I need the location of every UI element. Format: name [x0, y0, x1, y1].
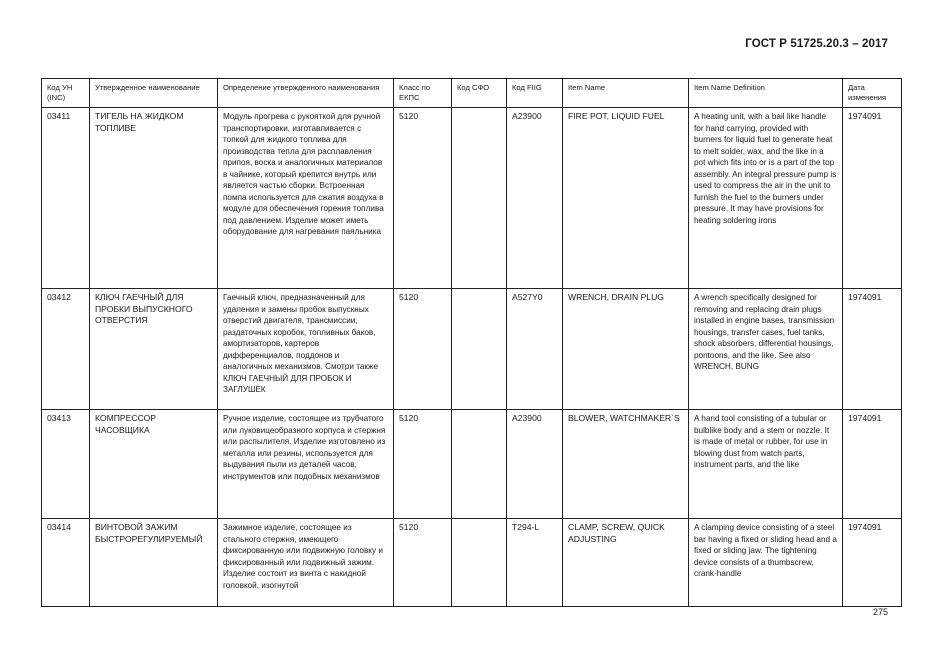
- cell-item-name-definition: A wrench specifically designed for removing and replacing drain plugs installed in engine bases, transmission housings, transfer cases, fuel tanks, shock absorbers, differential housings, pontoons, and the like. See also WRENCH, BUNG: [689, 289, 843, 410]
- cell-ekps-class: 5120: [394, 410, 452, 519]
- cell-fiig-code: A23900: [507, 410, 563, 519]
- cell-approved-name: КОМПРЕССОР ЧАСОВЩИКА: [90, 410, 218, 519]
- table-row: [42, 289, 902, 410]
- document-standard-title: ГОСТ Р 51725.20.3 – 2017: [745, 38, 888, 50]
- column-header-inc: Код УН (INC): [42, 79, 90, 108]
- cell-definition-ru: Модуль прогрева с рукояткой для ручной транспортировки, изготавливается с топкой для жидкого топлива для производства тепла для расплавления припоя, воска и аналогичных материалов в чайнике, который крепится внутрь или является частью сборки. Встроенная помпа используется для сжатия воздуха в модуле для обеспечения горения топлива под давлением. Изделие может иметь оборудование для нагревания паяльника: [218, 108, 394, 289]
- table-row: [42, 108, 902, 289]
- cell-fiig-code: A527Y0: [507, 289, 563, 410]
- column-header-item-name: Item Name: [563, 79, 689, 108]
- column-header-fiig-code: Код FIIG: [507, 79, 563, 108]
- cell-item-name: BLOWER, WATCHMAKER`S: [563, 410, 689, 519]
- cell-item-name-definition: A hand tool consisting of a tubular or bulblike body and a stem or nozzle. It is made of metal or rubber, for use in blowing dust from watch parts, instrument parts, and the like: [689, 410, 843, 519]
- cell-definition-ru: Зажимное изделие, состоящее из стального стержня, имеющего фиксированную или подвижную головку и фиксированный или подвижный зажим. Изделие состоит из винта с накидной головкой, изогнутой: [218, 519, 394, 607]
- cell-item-name: FIRE POT, LIQUID FUEL: [563, 108, 689, 289]
- cell-approved-name: ВИНТОВОЙ ЗАЖИМ БЫСТРОРЕГУЛИРУЕМЫЙ: [90, 519, 218, 607]
- cell-change-date: 1974091: [843, 108, 902, 289]
- column-header-change-date: Дата изменения: [843, 79, 902, 108]
- cell-change-date: 1974091: [843, 289, 902, 410]
- cell-item-name-definition: A clamping device consisting of a steel bar having a fixed or sliding head and a fixed or sliding jaw. The tightening device consists of a thumbscrew, crank-handle: [689, 519, 843, 607]
- cell-fiig-code: A23900: [507, 108, 563, 289]
- cell-fiig-code: T294-L: [507, 519, 563, 607]
- cell-definition-ru: Гаечный ключ, предназначенный для удаления и замены пробок выпускных отверстий двигателя, трансмиссии, раздаточных коробок, топливных баков, амортизаторов, картеров дифференциалов, поддонов и аналогичных механизмов. Смотри также КЛЮЧ ГАЕЧНЫЙ ДЛЯ ПРОБОК И ЗАГЛУШЕК: [218, 289, 394, 410]
- column-header-ekps-class: Класс по ЕКПС: [394, 79, 452, 108]
- cell-item-name: CLAMP, SCREW, QUICK ADJUSTING: [563, 519, 689, 607]
- cell-ekps-class: 5120: [394, 289, 452, 410]
- cell-inc: 03412: [42, 289, 90, 410]
- cell-change-date: 1974091: [843, 410, 902, 519]
- column-header-sfo-code: Код СФО: [452, 79, 507, 108]
- column-header-item-name-definition: Item Name Definition: [689, 79, 843, 108]
- cell-item-name: WRENCH, DRAIN PLUG: [563, 289, 689, 410]
- cell-ekps-class: 5120: [394, 519, 452, 607]
- cell-approved-name: КЛЮЧ ГАЕЧНЫЙ ДЛЯ ПРОБКИ ВЫПУСКНОГО ОТВЕРСТИЯ: [90, 289, 218, 410]
- cell-sfo-code: [452, 289, 507, 410]
- page-number: 275: [872, 607, 888, 617]
- cell-change-date: 1974091: [843, 519, 902, 607]
- registry-table: [41, 78, 902, 607]
- cell-inc: 03411: [42, 108, 90, 289]
- cell-item-name-definition: A heating unit, with a bail like handle for hand carrying, provided with burners for liquid fuel to generate heat to melt solder, wax, and the like in a pot which fits into or is a part of the top assembly. An integral pressure pump is used to compress the air in the unit to furnish the fuel to the burners under pressure. It may have provisions for heating soldering irons: [689, 108, 843, 289]
- cell-sfo-code: [452, 108, 507, 289]
- cell-ekps-class: 5120: [394, 108, 452, 289]
- table-row: [42, 410, 902, 519]
- column-header-definition-ru: Определение утвержденного наименования: [218, 79, 394, 108]
- cell-sfo-code: [452, 519, 507, 607]
- table-header-row: [42, 79, 902, 108]
- cell-inc: 03414: [42, 519, 90, 607]
- cell-inc: 03413: [42, 410, 90, 519]
- cell-approved-name: ТИГЕЛЬ НА ЖИДКОМ ТОПЛИВЕ: [90, 108, 218, 289]
- cell-definition-ru: Ручное изделие, состоящее из трубчатого или луковицеобразного корпуса и стержня или распылителя. Изделие изготовлено из металла или резины, используется для выдувания пыли из деталей часов, инструментов или подобных механизмов: [218, 410, 394, 519]
- table-row: [42, 519, 902, 607]
- cell-sfo-code: [452, 410, 507, 519]
- column-header-approved-name: Утвержденное наименование: [90, 79, 218, 108]
